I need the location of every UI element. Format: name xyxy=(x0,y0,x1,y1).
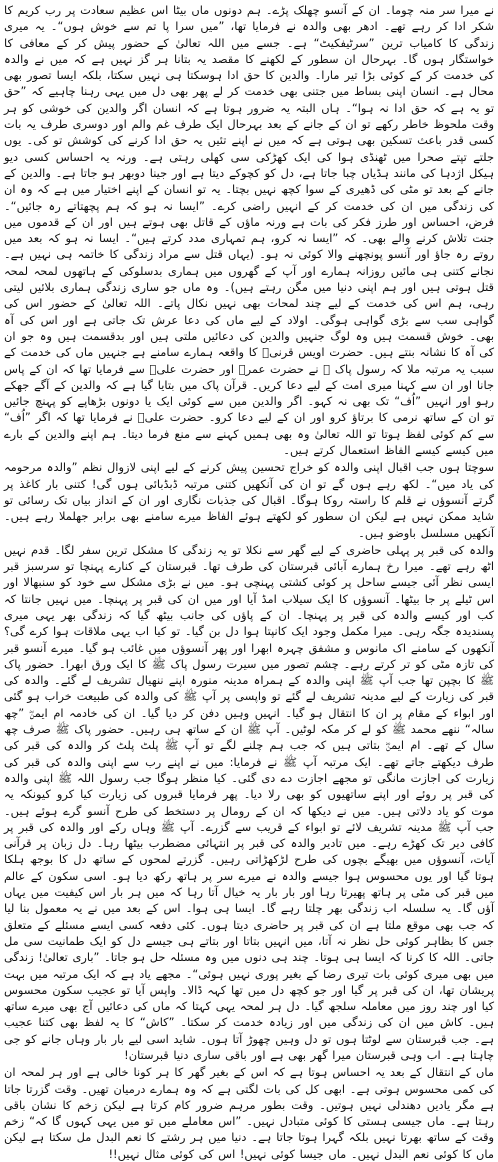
article-paragraph-4: ماں کے انتقال کے بعد یہ احساس ہوتا ہے کہ اس کے بغیر گھر کا ہر کونا خالی ہے اور ہر لمحہ ان کی کمی محسوس ہوتی ہے۔ ابھی کل کی بات لگتی ہے کہ وہ ہمارے درمیان تھیں۔ وقت گزرتا جاتا ہے مگر یادیں دھندلی نہیں ہوتیں۔ وقت بطور مرہم ضرور کام کرتا ہے لیکن زخم کا نشان باقی رہتا ہے۔ ماں جیسی ہستی کا کوئی متبادل نہیں۔ ”اس معاملے میں تو میں یہی کہوں گا کہ“ زخم وقت کے ساتھ بھرتا نہیں بلکہ گہرا ہوتا جاتا ہے۔ دنیا میں ہر رشتے کا نعم البدل مل سکتا ہے لیکن ماں کا کوئی نعم البدل نہیں۔ ماں جیسا کوئی نہیں! اس کی کوئی مثال نہیں!! xyxy=(4,1065,494,1161)
article-paragraph-1: نے میرا سر منہ چوما۔ ان کے آنسو چھلک پڑے۔ ہم دونوں ماں بیٹا اس عظیم سعادت پر رب کریم کا شکر ادا کر رہے تھے۔ ادھر بھی والدہ نے فرمایا تھا، ”میں سرا پا تم سے خوش ہوں“۔ یہ میری زندگی کا کامیاب ترین ”سرٹیفکیٹ“ ہے۔ جسے میں اللہ تعالیٰ کے حضور پیش کر کے معافی کا خواستگار ہوں گا۔ بہرحال ان سطور کے لکھنے کا مقصد یہ بتانا ہر گز نہیں ہے کہ میں نے والدہ کی خدمت کر کے کوئی بڑا تیر مارا۔ والدین کا حق ادا ہوسکتا ہی نہیں سکتا، بلکہ ایسا تصور بھی محال ہے۔ انسان اپنی بساط میں جتنی بھی خدمت کر لے پھر بھی دل میں یہی رہنا چاہیے کہ ”حق تو یہ ہے کہ حق ادا نہ ہوا“۔ ہاں البتہ یہ ضرور ہوتا ہے کہ انسان اگر والدین کی خوشی کو ہر وقت ملحوظ خاطر رکھے تو ان کے جانے کے بعد بہرحال ایک طرف غم والم اور دوسری طرف یہ بات کسی قدر باعث تسکین بھی ہوتی ہے کہ میں نے اپنے تئیں یہ حق ادا کرنے کی کوشش تو کی۔ یوں جلتے تپتے صحرا میں ٹھنڈی ہوا کی ایک کھڑکی سی کھلی رہتی ہے۔ ورنہ یہ احساس کسی دیو ہیکل اژدہا کی مانند ہڈیاں چبا جاتا ہے، دل کو کچوکے دیتا ہے اور جینا دوبھر ہو جاتا ہے۔ والدین کے جانے کے بعد تو مٹی کی ڈھیری کے سوا کچھ نہیں بچتا۔ یہ تو انسان کے اپنے اختیار میں ہے کہ وہ ان کی زندگی میں ان کی خدمت کر کے انہیں راضی کرے۔ ”ایسا نہ ہو کہ ہم پچھتاتے رہ جائیں“۔ فرض، احساس اور طرز فکر کی بات ہے ورنہ ماؤں کے قاتل بھی ہوتے ہیں اور ان کے قدموں میں جنت تلاش کرنے والے بھی۔ کہ ”ایسا نہ کرو، ہم تمہاری مدد کرتے ہیں“۔ ایسا نہ ہو کہ بعد میں روتے رہ جاؤ اور آنسو پونچھنے والا کوئی نہ ہو۔ (یہاں قتل سے مراد زندگی کا خاتمہ ہی نہیں ہے۔ نجانے کتنی ہی مائیں روزانہ ہمارے اور آپ کے گھروں میں ہماری بدسلوکی کے ہاتھوں لمحہ لمحہ قتل ہوتی ہیں اور ہم اپنی دنیا میں مگن رہتے ہیں)۔ وہ ماں جو ساری زندگی ہماری بلائیں لیتی رہی، ہم اس کی خدمت کے لیے چند لمحات بھی نہیں نکال پاتے۔ اللہ تعالیٰ کے حضور اس کی گواہی سب سے بڑی گواہی ہوگی۔ اولاد کے لیے ماں کی دعا عرش تک جاتی ہے اور اس کی آہ بھی۔ خوش قسمت ہیں وہ لوگ جنہیں والدین کی دعائیں ملتی ہیں اور بدقسمت ہیں وہ جو ان کی آہ کا نشانہ بنتے ہیں۔ حضرت اویس قرنیؓ کا واقعہ ہمارے سامنے ہے جنہیں ماں کی خدمت کے سبب یہ مرتبہ ملا کہ رسول پاک ﷺ نے حضرت عمرؓ اور حضرت علیؓ سے فرمایا تھا کہ ان کے پاس جانا اور ان سے کہنا میری امت کے لیے دعا کریں۔ قرآن پاک میں بتایا گیا ہے کہ والدین کے آگے جھکے رہو اور انہیں ”اُف“ تک بھی نہ کہو۔ اگر والدین میں سے کوئی ایک یا دونوں بڑھاپے کو پہنچ جائیں تو ان کے ساتھ نرمی کا برتاؤ کرو اور ان کے لیے دعا کرو۔ حضرت علیؓ نے فرمایا تھا کہ اگر ”اُف“ سے کم کوئی لفظ ہوتا تو اللہ تعالیٰ وہ بھی ہمیں کہنے سے منع فرما دیتا۔ ہم اپنے والدین کے بارے میں کیسے کیسے الفاظ استعمال کرتے ہیں۔ xyxy=(4,3,494,458)
article-paragraph-3: والدہ کی قبر پر پہلی حاضری کے لیے گھر سے نکلا تو یہ زندگی کا مشکل ترین سفر لگا۔ قدم نہیں اٹھ رہے تھے۔ میرا رخ ہمارے آبائی قبرستان کی طرف تھا۔ قبرستان کے کنارے پہنچا تو سرسبز قبر ایسی نظر آئی جیسے ساحل پر کوئی کشتی پہنچی ہو۔ میں نے بڑی مشکل سے خود کو سنبھالا اور اس ٹیلے پر جا بیٹھا۔ آنسوؤں کا ایک سیلاب امڈ آیا اور میں ان کی قبر پر پہنچا۔ میں نہیں جانتا کہ کب اور کیسے والدہ کی قبر پر پہنچا۔ ان کے پاؤں کی جانب بیٹھ گیا کہ زندگی بھر یہی میری پسندیدہ جگہ رہی۔ میرا مکمل وجود ایک کانپتا ہوا دل بن گیا۔ تو کیا اب یہی ملاقات ہوا کرے گی؟ آنکھوں کے سامنے اک مانوس و مشفق چہرہ ابھرا اور پھر آنسوؤں میں غائب ہو گیا۔ میرے آنسو قبر کی تازہ مٹی کو تر کرتے رہے۔ چشم تصور میں سیرت رسول پاک ﷺ کا ایک ورق ابھرا۔ حضور پاک ﷺ کا بچپن تھا جب آپ ﷺ اپنی والدہ کے ہمراہ مدینہ منورہ اپنے ننھیال تشریف لے گئے۔ والدہ کی قبر کی زیارت کے لیے مدینہ تشریف لے گئے تو واپسی پر آپ ﷺ کی والدہ کی طبیعت خراب ہو گئی اور ابواء کے مقام پر ان کا انتقال ہو گیا۔ انہیں وہیں دفن کر دیا گیا۔ ان کی خادمہ ام ایمنؓ ”چھ سالہ“ ننھے محمد ﷺ کو لے کر مکہ لوٹیں۔ آپ ﷺ ان کے ساتھ ہی رہیں۔ حضور پاک ﷺ صرف چھ سال کے تھے۔ ام ایمنؓ بتاتی ہیں کہ جب ہم چلنے لگے تو آپ ﷺ پلٹ پلٹ کر والدہ کی قبر کی طرف دیکھتے جاتے تھے۔ ایک مرتبہ آپ ﷺ نے فرمایا: میں نے اپنے رب سے اپنی والدہ کی قبر کی زیارت کی اجازت مانگی تو مجھے اجازت دے دی گئی۔ کیا منظر ہوگا جب رسول اللہ ﷺ اپنی والدہ کی قبر پر روئے اور اپنے ساتھیوں کو بھی رلا دیا۔ پھر فرمایا قبروں کی زیارت کیا کرو کیونکہ یہ موت کو یاد دلاتی ہیں۔ میں نے دیکھا کہ ان کے رومال پر دستخط کی طرح آنسو گرے ہوئے ہیں۔ جب آپ ﷺ مدینہ تشریف لائے تو ابواء کے قریب سے گزرے۔ آپ ﷺ وہاں رکے اور والدہ کی قبر پر کافی دیر تک کھڑے رہے۔ میں تادیر والدہ کی قبر پر انتہائی مضطرب بیٹھا رہا۔ دل زبان پر قرآنی آیات، آنسوؤں میں بھیگے بچوں کی طرح لڑکھڑاتی رہیں۔ گزرتے لمحوں کے ساتھ دل کا بوجھ ہلکا ہوتا گیا اور یوں محسوس ہوا جیسے والدہ نے میرے سر پر ہاتھ رکھ دیا ہو۔ اسی سکون کے عالم میں قبر کی مٹی پر ہاتھ پھیرتا رہا اور بار بار یہ خیال آتا رہا کہ میں ہر بار اس کیفیت میں یہاں آؤں گا۔ یہ سلسلہ اب زندگی بھر چلتا رہے گا۔ ایسا ہی ہوا۔ اس کے بعد میں نے یہ معمول بنا لیا کہ جب بھی موقع ملتا ہے ان کی قبر پر حاضری دیتا ہوں۔ کئی دفعہ کسی ایسے مسئلے کے متعلق جس کا بظاہر کوئی حل نظر نہ آتا، میں انہیں بتاتا اور بتاتے ہی جیسے دل کو ایک طمانیت سی مل جاتی۔ اللہ کا کرنا کہ ایسا ہی ہوتا۔ چند ہی دنوں میں وہ مسئلہ حل ہو جاتا۔ ”باری تعالیٰ! زندگی میں بھی میری کوئی بات تیری رضا کے بغیر پوری نہیں ہوئی“۔ مجھے یاد ہے کہ ایک مرتبہ میں بہت پریشان تھا، ان کی قبر پر گیا اور جو کچھ دل میں تھا کہہ ڈالا۔ واپس آیا تو عجیب سکون محسوس کیا اور چند روز میں معاملہ سلجھ گیا۔ دل ہر لمحہ یہی کہتا کہ ماں کی دعائیں آج بھی میرے ساتھ ہیں۔ کاش میں ان کی زندگی میں اور زیادہ خدمت کر سکتا۔ ”کاش“ کا یہ لفظ بھی کتنا عجیب ہے۔ جب قبرستان سے لوٹتا ہوں تو دل وہیں چھوڑ آتا ہوں۔ شاید اسی لیے بار بار وہاں جانے کو جی چاہتا ہے۔ اب وہی قبرستان میرا گھر بھی ہے اور باقی ساری دنیا قبرستان! xyxy=(4,542,494,1062)
article-paragraph-2: سوچتا ہوں جب اقبال اپنی والدہ کو خراج تحسین پیش کرنے کے لیے اپنی لازوال نظم ”والدہ مرحومہ کی یاد میں“۔ لکھ رہے ہوں گے تو ان کی آنکھیں کتنی مرتبہ ڈبڈبائی ہوں گی! کتنی بار کاغذ پر گرتے آنسوؤں نے قلم کا راستہ روکا ہوگا۔ اقبال کی جذبات نگاری اور ان کے انداز بیاں تک رسائی تو شاید ممکن نہیں ہے لیکن ان سطور کو لکھتے ہوئے الفاظ میرے سامنے بھی برابر جھلملا رہے ہیں۔ آنکھیں مسلسل باوضو ہیں۔ xyxy=(4,460,494,540)
